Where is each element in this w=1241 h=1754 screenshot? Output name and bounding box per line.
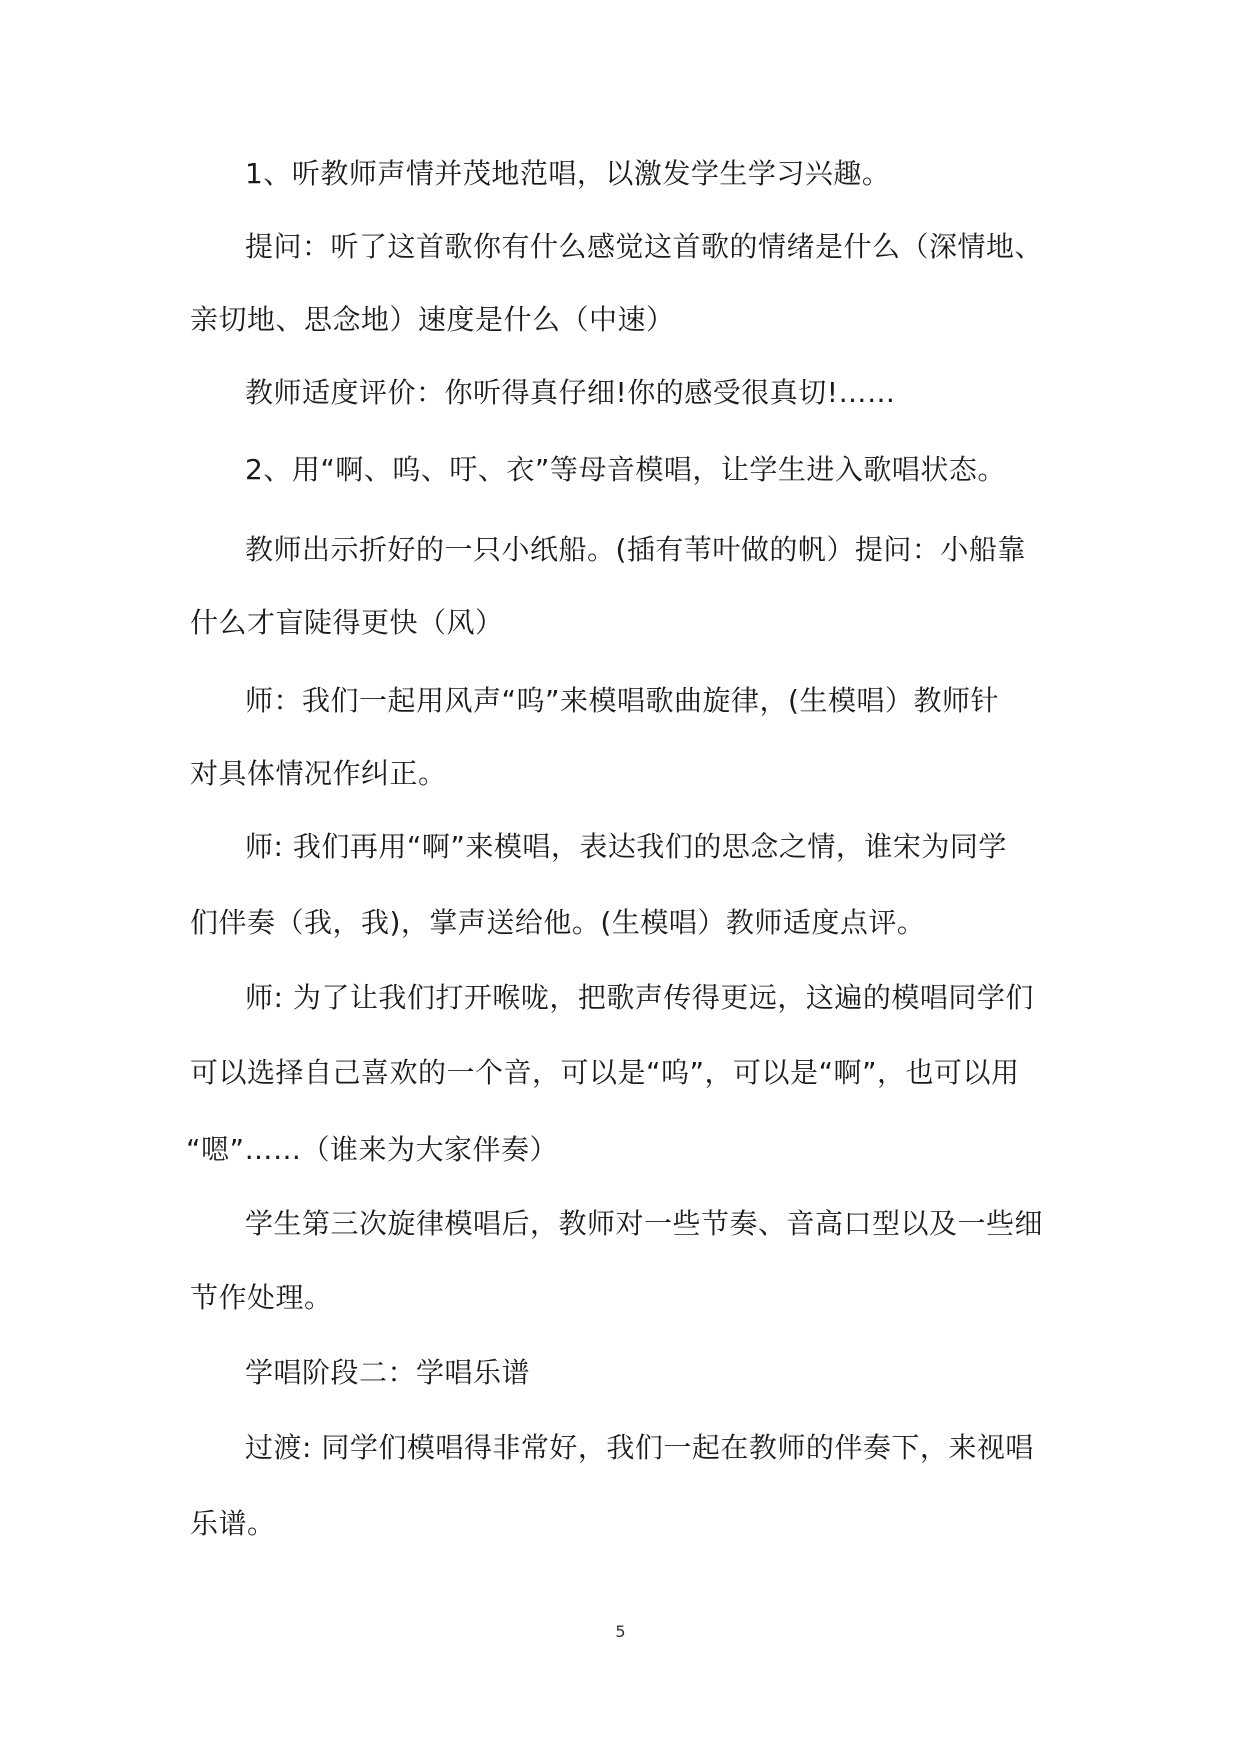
text-line: 教师适度评价：你听得真仔细!你的感受很真切!……: [245, 376, 896, 409]
text-line: 对具体情况作纠正。: [190, 757, 447, 790]
text-line: 师：我们一起用风声“呜”来模唱歌曲旋律，(生模唱）教师针: [245, 684, 999, 717]
text-line: 乐谱。: [190, 1507, 276, 1540]
text-line: “嗯”……（谁来为大家伴奏）: [186, 1133, 559, 1166]
text-line: 教师出示折好的一只小纸船。(插有苇叶做的帆）提问：小船靠: [245, 533, 1026, 566]
text-line: 可以选择自己喜欢的一个音，可以是“呜”，可以是“啊”，也可以用: [190, 1056, 1020, 1089]
text-line: 学生第三次旋律模唱后，教师对一些节奏、音高口型以及一些细: [245, 1207, 1044, 1240]
section-heading: 学唱阶段二：学唱乐谱: [245, 1356, 531, 1389]
text-line: 节作处理。: [190, 1281, 333, 1314]
text-line: 什么才盲陡得更快（风）: [190, 606, 504, 639]
text-line: 师: 为了让我们打开喉咙，把歌声传得更远，这遍的模唱同学们: [245, 981, 1034, 1014]
page-number: 5: [615, 1622, 626, 1641]
text-line: 亲切地、思念地）速度是什么（中速）: [190, 303, 675, 336]
text-line: 师: 我们再用“啊”来模唱，表达我们的思念之情，谁宋为同学: [245, 830, 1007, 863]
text-line: 们伴奏（我，我)，掌声送给他。(生模唱）教师适度点评。: [190, 906, 926, 939]
text-line: 过渡: 同学们模唱得非常好，我们一起在教师的伴奏下，来视唱: [245, 1431, 1034, 1464]
text-line: 2、用“啊、呜、吁、衣”等母音模唱，让学生进入歌唱状态。: [245, 453, 1006, 486]
text-line: 1、听教师声情并茂地范唱，以激发学生学习兴趣。: [245, 157, 891, 190]
text-line: 提问：听了这首歌你有什么感觉这首歌的情绪是什么（深情地、: [245, 230, 1044, 263]
